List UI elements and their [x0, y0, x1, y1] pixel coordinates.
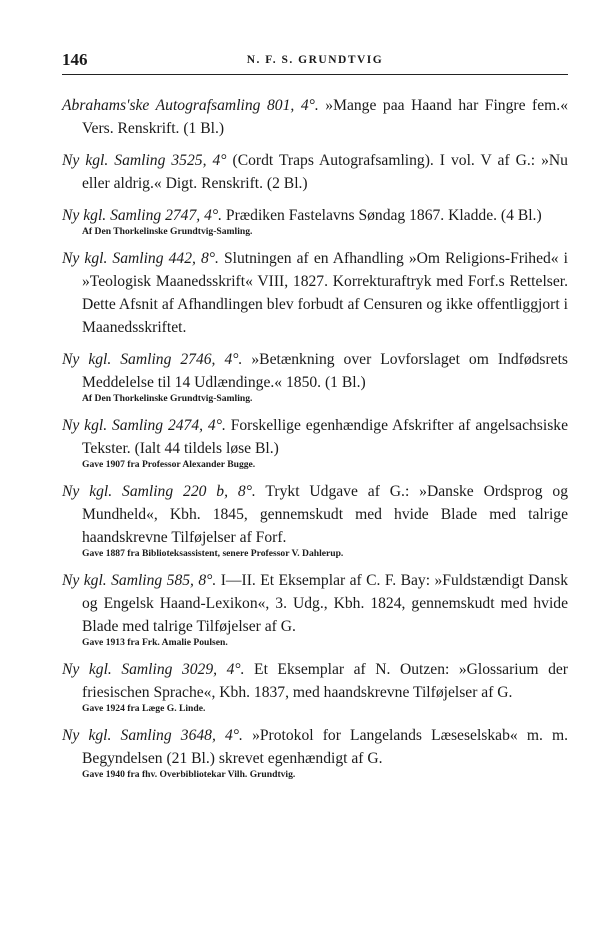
list-item [62, 247, 568, 339]
list-item [62, 149, 568, 195]
entry-reference: Ny kgl. Samling 2474, 4°. [62, 417, 226, 434]
entry-text: I—II. Et Eksemplar af C. F. Bay: »Fuldstændigt Dansk og Engelsk Haand-Lexikon«, 3. Udg., Kbh. 1824, gennemskudt med hvide Blade med talrige Tilføjelser af G. [82, 572, 568, 635]
entry-text: (Cordt Traps Autografsamling). I vol. V af G.: »Nu eller aldrig.« Digt. Renskrift. (2 Bl.) [82, 152, 568, 192]
list-item [62, 348, 568, 405]
provenance-note: Gave 1924 fra Læge G. Linde. [82, 703, 206, 714]
entry-reference: Ny kgl. Samling 2746, 4°. [62, 351, 243, 368]
entry-reference: Ny kgl. Samling 220 b, 8°. [62, 483, 256, 500]
provenance-note: Gave 1940 fra fhv. Overbibliotekar Vilh. Grundtvig. [82, 769, 296, 780]
list-item [62, 204, 568, 238]
entry-reference: Abrahams'ske Autografsamling 801, 4°. [62, 97, 319, 114]
list-item [62, 569, 568, 649]
list-item [62, 724, 568, 781]
provenance-note: Gave 1887 fra Biblioteksassistent, senere Professor V. Dahlerup. [82, 548, 344, 559]
entry-reference: Ny kgl. Samling 3029, 4°. [62, 661, 245, 678]
provenance-note: Gave 1913 fra Frk. Amalie Poulsen. [82, 637, 228, 648]
entry-text: »Mange paa Haand har Fingre fem.« Vers. Renskrift. (1 Bl.) [82, 97, 568, 137]
entry-text: Et Eksemplar af N. Outzen: »Glossarium der friesischen Sprache«, Kbh. 1837, med haandskrevne Tilføjelser af G. [82, 661, 568, 701]
entry-list [62, 94, 568, 790]
entry-text: Forskellige egenhændige Afskrifter af angelsachsiske Tekster. (Ialt 44 tildels løse Bl.) [82, 417, 568, 457]
running-title: N. F. S. GRUNDTVIG [246, 54, 384, 66]
entry-text: Trykt Udgave af G.: »Danske Ordsprog og Mundheld«, Kbh. 1845, gennemskudt med hvide Blade med talrige haandskrevne Tilføjelser af Forf. [82, 483, 568, 546]
entry-text: »Betænkning over Lovforslaget om Indfødsrets Meddelelse til 14 Udlændinge.« 1850. (1 Bl.) [82, 351, 568, 391]
list-item [62, 658, 568, 715]
entry-text: »Protokol for Langelands Læseselskab« m. m. Begyndelsen (21 Bl.) skrevet egenhændigt af G. [82, 727, 569, 767]
entry-text: Slutningen af en Afhandling »Om Religions-Frihed« i »Teologisk Maanedsskrift« VIII, 1827. Korrekturaftryk med Forf.s Rettelser. Dette Afsnit af Afhandlingen blev forbudt af Censuren og ikke offentliggjort i Maanedsskriftet. [82, 250, 568, 336]
header-rule [62, 74, 568, 75]
list-item [62, 414, 568, 471]
entry-reference: Ny kgl. Samling 442, 8°. [62, 250, 219, 267]
provenance-note: Af Den Thorkelinske Grundtvig-Samling. [82, 226, 253, 237]
provenance-note: Af Den Thorkelinske Grundtvig-Samling. [82, 393, 253, 404]
entry-reference: Ny kgl. Samling 3648, 4°. [62, 727, 243, 744]
page-number: 146 [62, 50, 88, 69]
entry-reference: Ny kgl. Samling 3525, 4° [62, 152, 227, 169]
list-item [62, 480, 568, 560]
list-item [62, 94, 568, 140]
entry-text: Prædiken Fastelavns Søndag 1867. Kladde. (4 Bl.) [222, 207, 542, 224]
page-header [62, 50, 568, 72]
entry-reference: Ny kgl. Samling 585, 8°. [62, 572, 217, 589]
entry-reference: Ny kgl. Samling 2747, 4°. [62, 207, 222, 224]
provenance-note: Gave 1907 fra Professor Alexander Bugge. [82, 459, 256, 470]
